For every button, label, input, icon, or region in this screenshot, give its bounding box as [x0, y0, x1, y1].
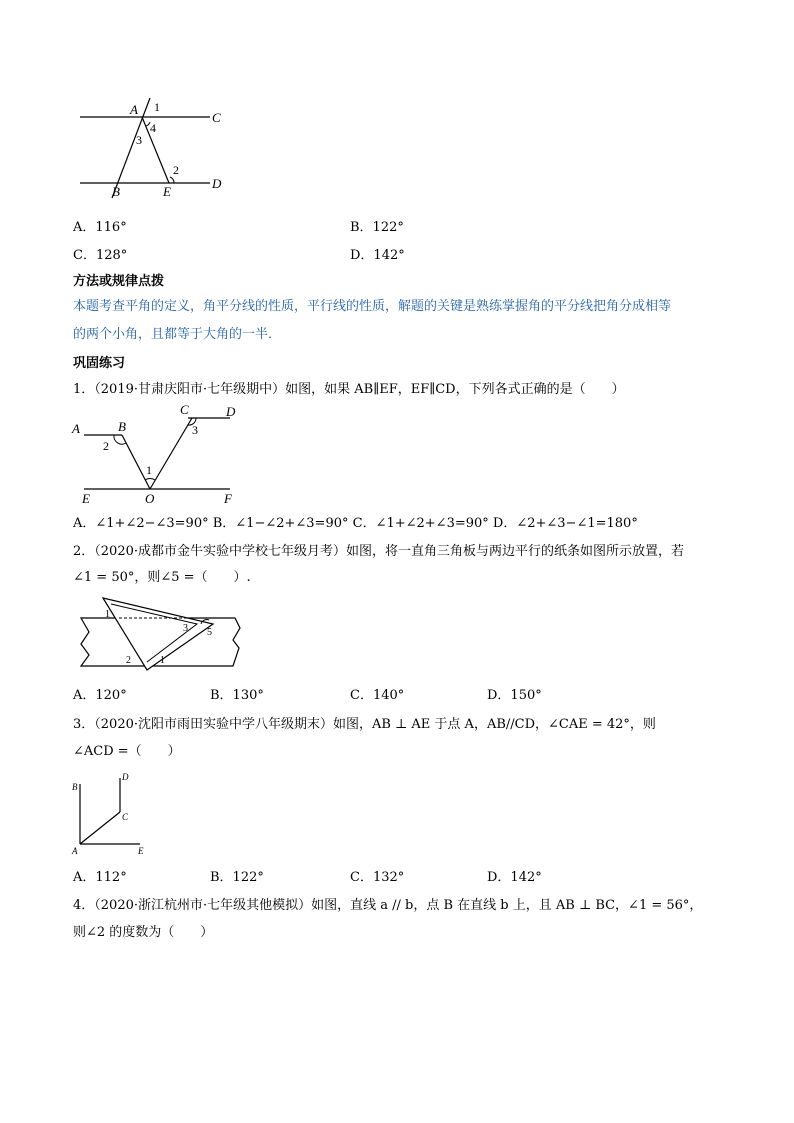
q2-option-c: C．140° — [350, 688, 405, 703]
practice-heading: 巩固练习 — [73, 356, 126, 371]
q2-stem-line-1: 2．（2020·成都市金牛实验中学校七年级月考）如图，将一直角三角板与两边平行的纸条如图所示放置，若 — [73, 544, 684, 559]
prev-option-c: C．128° — [73, 248, 128, 263]
q2-option-d: D．150° — [487, 688, 542, 703]
q2-label-5: 5 — [207, 627, 212, 638]
q1-stem: 1．（2019·甘肃庆阳市·七年级期中）如图，如果 AB∥EF，EF∥CD，下列各式正确的是（ ） — [73, 382, 625, 397]
prev-option-a: A．116° — [73, 220, 127, 235]
q2-label-1-top: 1 — [105, 609, 110, 620]
q3-label-e: E — [138, 846, 144, 856]
label-d: D — [212, 176, 222, 191]
q1-figure — [70, 400, 260, 510]
q1-line-oc — [150, 418, 192, 489]
q1-label-f: F — [224, 491, 232, 506]
q3-label-d: D — [122, 772, 129, 782]
q3-option-c: C．132° — [350, 870, 405, 885]
q4-stem-line-1: 4．（2020·浙江杭州市·七年级其他模拟）如图，直线 a // b，点 B 在直线 b 上，且 AB ⊥ BC，∠1 = 56°， — [73, 898, 703, 913]
q2-label-1-bottom: 1 — [160, 655, 165, 666]
q3-stem-line-1: 3．（2020·沈阳市雨田实验中学八年级期末）如图，AB ⊥ AE 于点 A，AB//CD，∠CAE = 42°，则 — [73, 717, 656, 732]
label-3: 3 — [136, 133, 142, 147]
q1-label-o: O — [145, 491, 155, 506]
q1-arc-1 — [145, 478, 155, 480]
q3-option-d: D．142° — [487, 870, 542, 885]
q1-label-d: D — [226, 404, 236, 419]
q1-line-bo — [122, 435, 150, 489]
q1-label-2: 2 — [103, 439, 109, 453]
q4-stem-line-2: 则∠2 的度数为（ ） — [73, 925, 214, 940]
q3-option-b: B．122° — [210, 870, 264, 885]
label-4: 4 — [150, 121, 156, 135]
q2-label-2: 2 — [126, 655, 131, 666]
method-line-2: 的两个小角，且都等于大角的一半． — [73, 327, 282, 342]
q2-triangle — [103, 598, 213, 670]
q3-line-ac — [80, 812, 120, 844]
label-a: A — [130, 102, 138, 117]
q3-label-c: C — [122, 812, 129, 822]
q2-stem-line-2: ∠1 = 50°，则∠5 =（ ）. — [73, 570, 251, 585]
label-2: 2 — [173, 163, 179, 177]
q2-figure — [75, 592, 245, 674]
angle-arc-2 — [170, 177, 174, 183]
method-heading: 方法或规律点拨 — [73, 274, 165, 289]
q1-label-a: A — [72, 421, 80, 436]
label-b: B — [112, 184, 120, 199]
q2-label-3: 3 — [183, 623, 188, 634]
q3-label-a: A — [72, 846, 78, 856]
q1-label-1: 1 — [146, 463, 152, 477]
q1-label-3: 3 — [192, 423, 198, 437]
q1-label-e: E — [82, 491, 90, 506]
q1-label-b: B — [118, 419, 126, 434]
q3-stem-line-2: ∠ACD =（ ） — [73, 744, 181, 759]
q3-option-a: A．112° — [73, 870, 127, 885]
q1-label-c: C — [180, 402, 189, 417]
label-e: E — [163, 184, 171, 199]
q3-figure — [70, 768, 160, 860]
prev-option-d: D．142° — [350, 248, 405, 263]
prev-option-b: B．122° — [350, 220, 404, 235]
q1-options: A．∠1+∠2−∠3=90° B．∠1−∠2+∠3=90° C．∠1+∠2+∠3=90° D．∠2+∠3−∠1=180° — [73, 516, 638, 531]
q3-label-b: B — [72, 782, 78, 792]
figure-parallel-lines-abcde — [70, 92, 240, 202]
label-1: 1 — [154, 100, 160, 114]
q2-option-b: B．130° — [210, 688, 264, 703]
label-c: C — [212, 110, 221, 125]
method-line-1: 本题考查平角的定义，角平分线的性质，平行线的性质，解题的关键是熟练掌握角的平分线把角分成相等 — [73, 299, 672, 314]
q2-option-a: A．120° — [73, 688, 127, 703]
